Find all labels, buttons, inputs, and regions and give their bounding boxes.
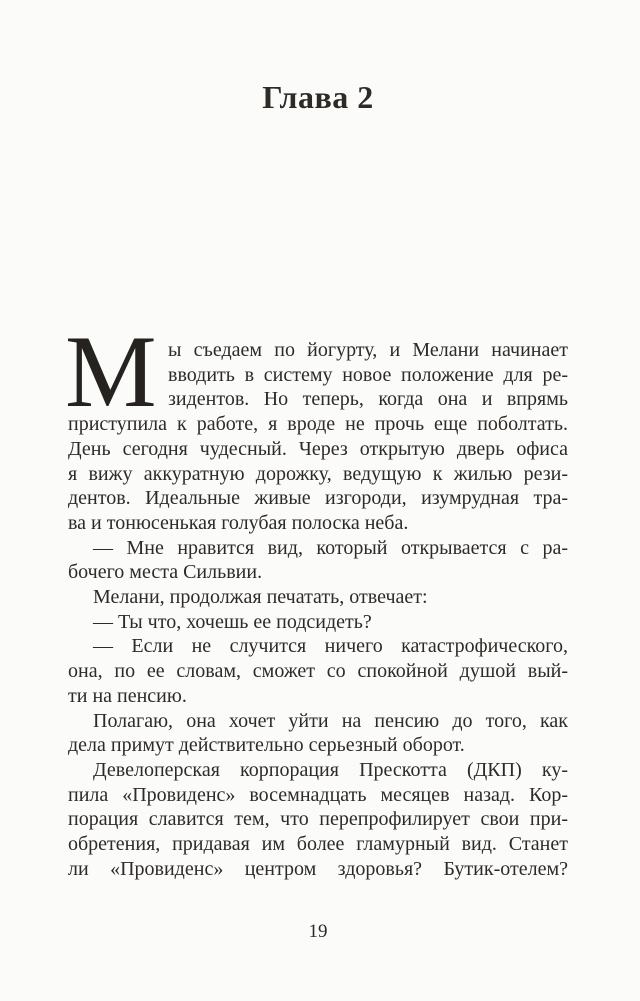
paragraph bbox=[68, 585, 568, 610]
text-line: она, по ее словам, сможет со спокойной душой вый- bbox=[68, 660, 568, 683]
text-line: пила «Провиденс» восемнадцать месяцев назад. Кор- bbox=[68, 783, 568, 806]
paragraph bbox=[68, 610, 568, 635]
text-line: ли «Провиденс» центром здоровья? Бутик-отелем? bbox=[68, 857, 568, 880]
text-line: Мелани, продолжая печатать, отвечает: bbox=[93, 586, 428, 609]
text-line: дентов. Идеальные живые изгороди, изумрудная тра- bbox=[68, 487, 568, 510]
text-line: вводить в систему новое положение для ре- bbox=[168, 363, 568, 386]
text-line: День сегодня чудесный. Через открытую дверь офиса bbox=[68, 437, 568, 460]
text-line: Полагаю, она хочет уйти на пенсию до того, как bbox=[93, 709, 568, 732]
paragraph bbox=[68, 758, 568, 882]
page-number: 19 bbox=[308, 921, 328, 942]
paragraph bbox=[68, 709, 568, 758]
chapter-title: Глава 2 bbox=[262, 79, 374, 115]
text-line: дела примут действительно серьезный оборот. bbox=[68, 734, 465, 757]
text-line: ва и тонюсенькая голубая полоска неба. bbox=[68, 511, 409, 534]
text-line: зидентов. Но теперь, когда она и впрямь bbox=[168, 388, 568, 411]
drop-cap: М bbox=[65, 315, 157, 429]
paragraph bbox=[68, 536, 568, 585]
body-text bbox=[65, 315, 568, 881]
text-line: я вижу аккуратную дорожку, ведущую к жилью рези- bbox=[68, 462, 568, 485]
text-line: ти на пенсию. bbox=[68, 684, 187, 707]
text-line: порация славится тем, что перепрофилирует свои при- bbox=[68, 808, 568, 831]
text-line: Девелоперская корпорация Прескотта (ДКП) ку- bbox=[93, 758, 568, 781]
text-line: обретения, придавая им более гламурный вид. Станет bbox=[68, 833, 568, 856]
text-line: ы съедаем по йогурту, и Мелани начинает bbox=[168, 339, 568, 361]
text-line: бочего места Сильвии. bbox=[68, 561, 263, 584]
paragraph bbox=[65, 315, 568, 536]
text-line: приступила к работе, я вроде не прочь еще поболтать. bbox=[68, 413, 568, 436]
text-line: — Ты что, хочешь ее подсидеть? bbox=[93, 610, 372, 633]
text-line: — Если не случится ничего катастрофического, bbox=[93, 635, 568, 658]
paragraph bbox=[68, 634, 568, 708]
text-line: — Мне нравится вид, который открывается с ра- bbox=[93, 536, 568, 559]
